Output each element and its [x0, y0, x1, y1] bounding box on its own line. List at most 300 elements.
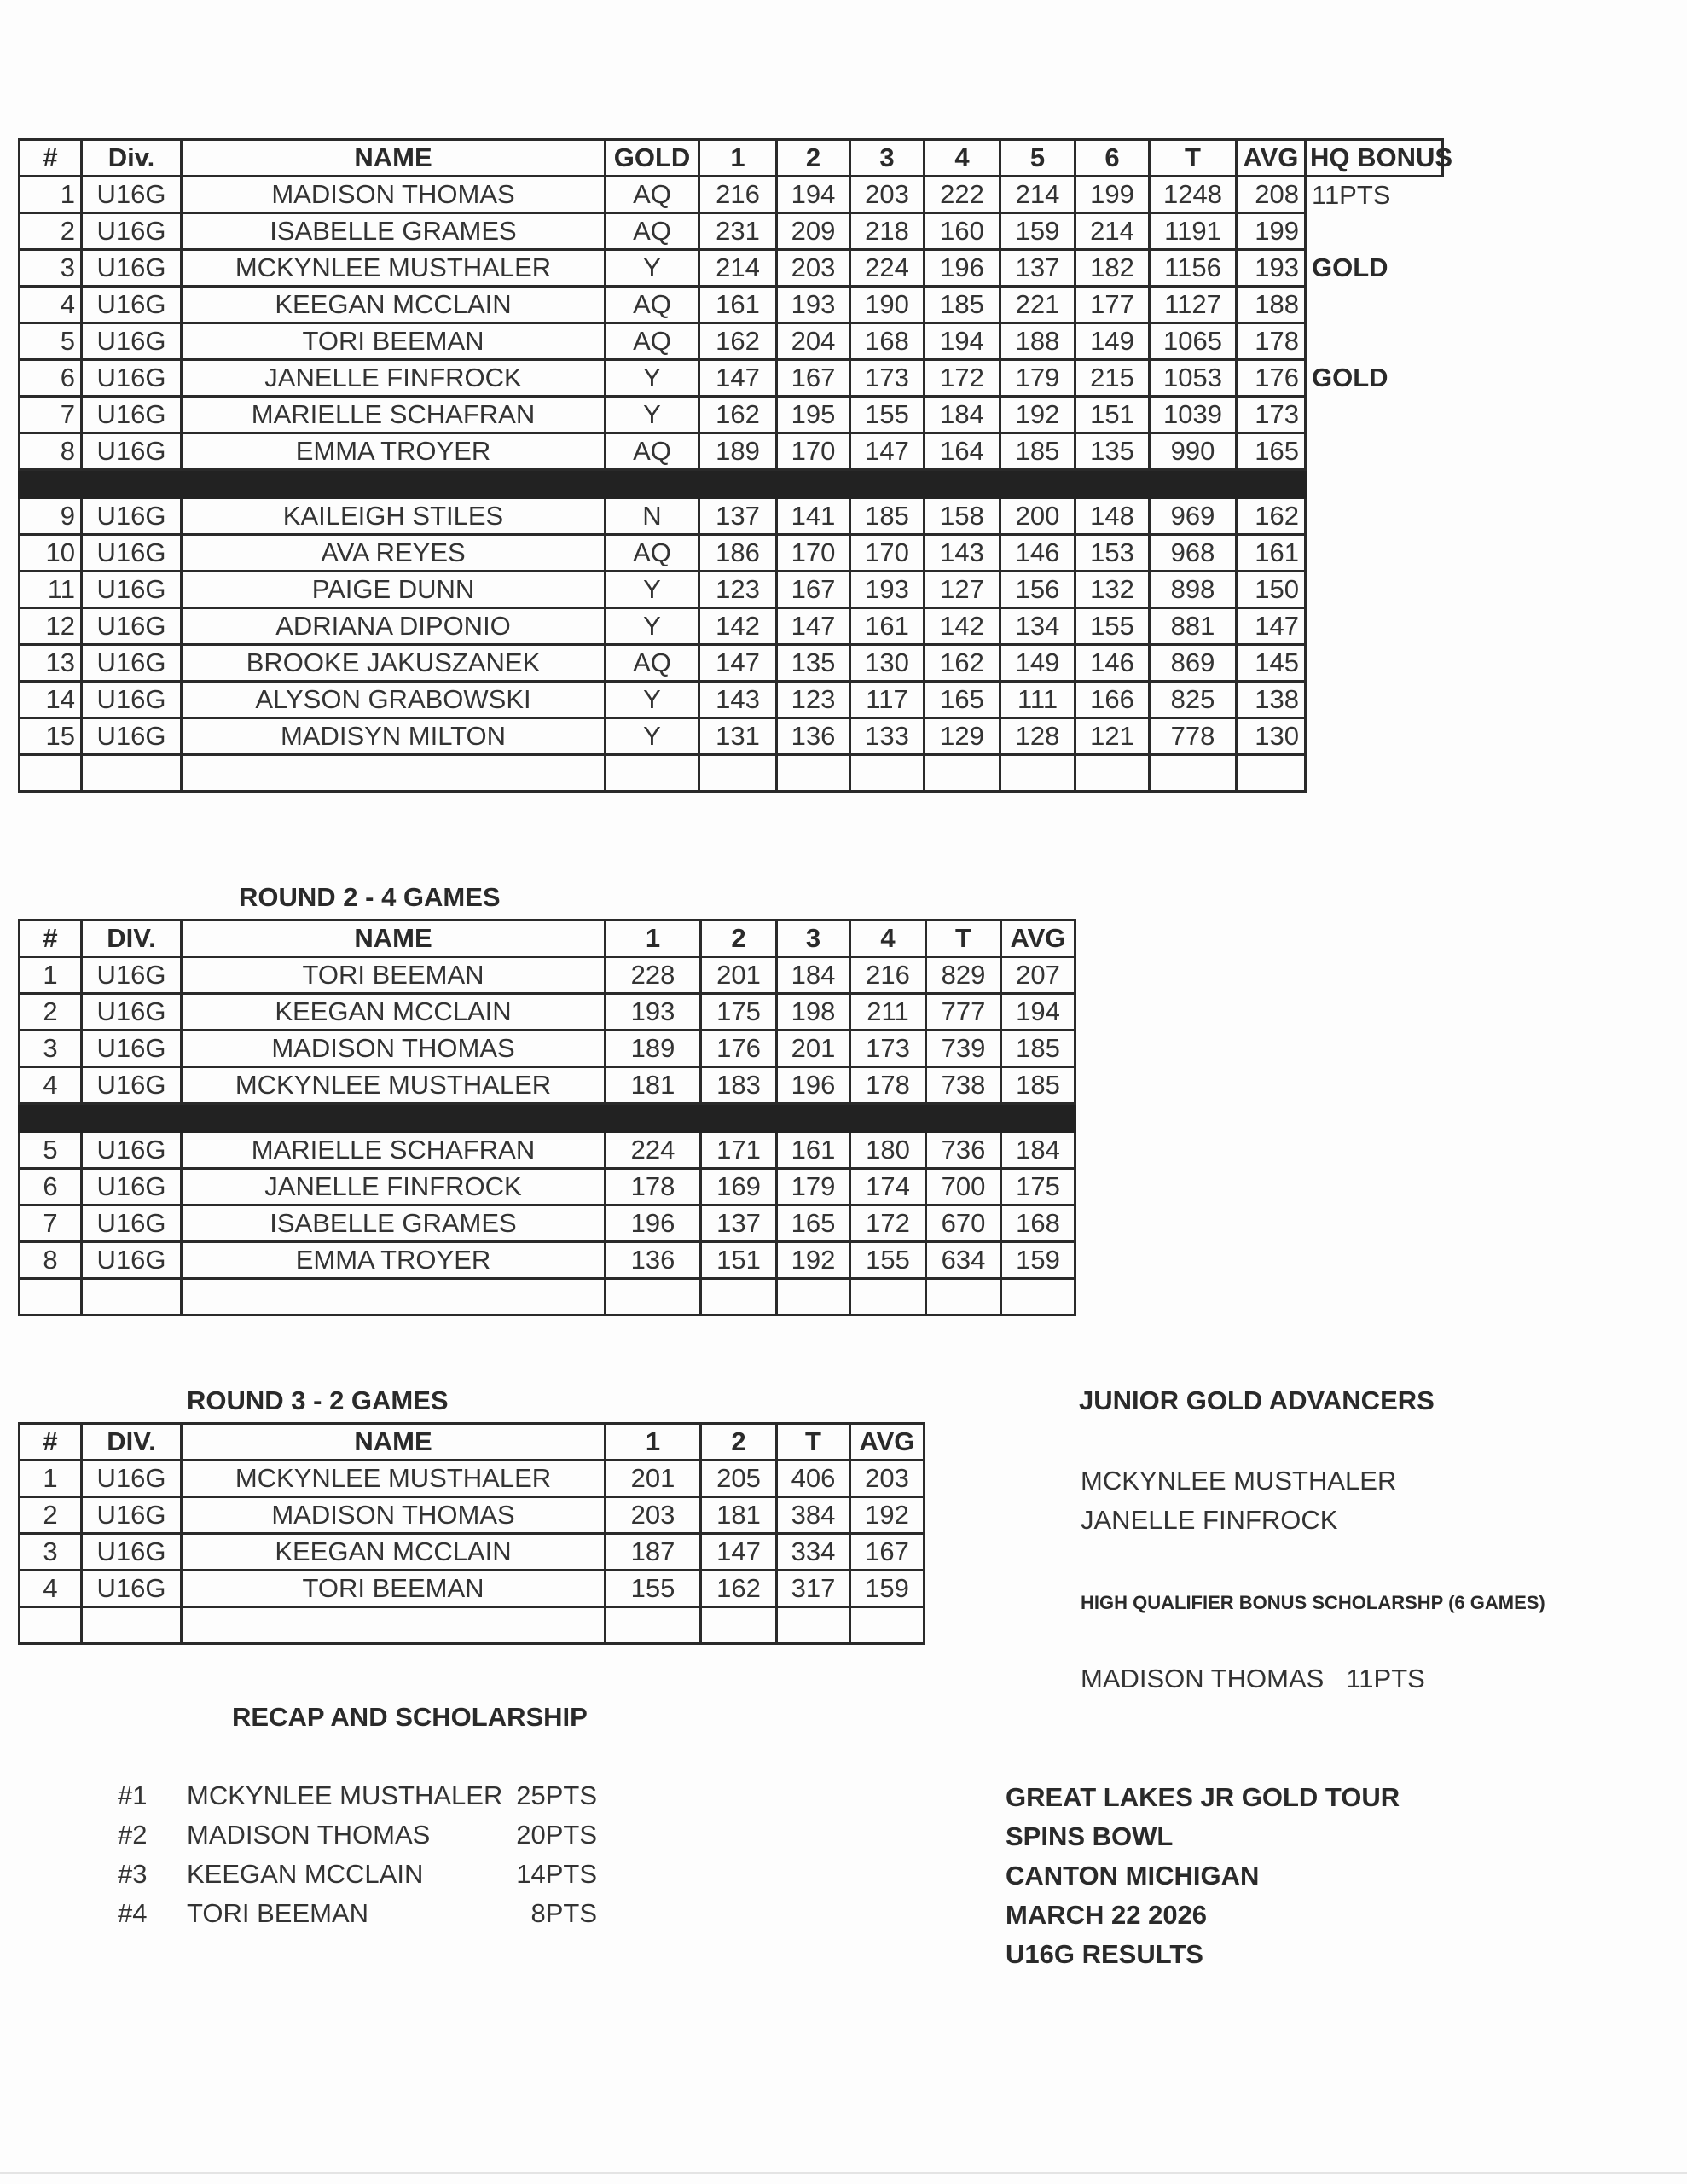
col-rank: #	[20, 1424, 82, 1461]
table-row	[20, 1067, 1075, 1104]
avg-cell: 159	[1001, 1242, 1075, 1279]
table-row	[20, 682, 1443, 718]
hq-bonus-cell: 11PTS	[1312, 179, 1391, 210]
game2-cell: 171	[701, 1132, 777, 1169]
div-cell: U16G	[82, 1571, 182, 1607]
table-row	[20, 1169, 1075, 1205]
game2-cell: 170	[777, 433, 850, 470]
col-div: DIV.	[82, 921, 182, 957]
recap-points: 25PTS	[516, 1780, 597, 1810]
game3-cell: 185	[850, 498, 925, 535]
game6-cell: 146	[1075, 645, 1150, 682]
gold-status-cell: Y	[606, 718, 699, 755]
game4-cell: 180	[850, 1132, 926, 1169]
gold-status-cell: N	[606, 498, 699, 535]
event-division: U16G RESULTS	[1006, 1939, 1203, 1969]
game1-cell: 231	[699, 213, 777, 250]
col-div: Div.	[82, 140, 182, 177]
total-cell: 777	[926, 994, 1001, 1031]
blank-row	[20, 755, 1443, 792]
rank-cell: 8	[20, 433, 82, 470]
recap-item	[0, 1780, 614, 1815]
div-cell: U16G	[82, 1497, 182, 1534]
rank-cell: 6	[20, 360, 82, 397]
avg-cell: 138	[1237, 682, 1306, 718]
game6-cell: 151	[1075, 397, 1150, 433]
rank-cell: 2	[20, 1497, 82, 1534]
rank-cell: 1	[20, 957, 82, 994]
div-cell: U16G	[82, 498, 182, 535]
total-cell: 898	[1150, 572, 1237, 608]
game1-cell: 162	[699, 323, 777, 360]
total-cell: 1191	[1150, 213, 1237, 250]
total-cell: 739	[926, 1031, 1001, 1067]
gold-status-cell: AQ	[606, 287, 699, 323]
col-total: T	[1150, 140, 1237, 177]
div-cell: U16G	[82, 608, 182, 645]
game2-cell: 201	[701, 957, 777, 994]
game1-cell: 196	[606, 1205, 701, 1242]
round1-table	[18, 138, 1453, 793]
game1-cell: 187	[606, 1534, 701, 1571]
game3-cell: 147	[850, 433, 925, 470]
avg-cell: 168	[1001, 1205, 1075, 1242]
game3-cell: 198	[777, 994, 850, 1031]
gold-status-cell: Y	[606, 360, 699, 397]
avg-cell: 178	[1237, 323, 1306, 360]
avg-cell: 161	[1237, 535, 1306, 572]
name-cell: TORI BEEMAN	[182, 323, 606, 360]
table-row	[20, 572, 1443, 608]
total-cell: 881	[1150, 608, 1237, 645]
name-cell: MARIELLE SCHAFRAN	[182, 397, 606, 433]
game3-cell: 170	[850, 535, 925, 572]
game2-cell: 193	[777, 287, 850, 323]
div-cell: U16G	[82, 1031, 182, 1067]
avg-cell: 165	[1237, 433, 1306, 470]
avg-cell: 130	[1237, 718, 1306, 755]
rank-cell: 15	[20, 718, 82, 755]
name-cell: PAIGE DUNN	[182, 572, 606, 608]
rank-cell: 5	[20, 323, 82, 360]
avg-cell: 188	[1237, 287, 1306, 323]
recap-item	[0, 1820, 614, 1854]
name-cell: KAILEIGH STILES	[182, 498, 606, 535]
game4-cell: 164	[925, 433, 1000, 470]
total-cell: 825	[1150, 682, 1237, 718]
rank-cell: 2	[20, 213, 82, 250]
rank-cell: 7	[20, 397, 82, 433]
div-cell: U16G	[82, 535, 182, 572]
game1-cell: 178	[606, 1169, 701, 1205]
game1-cell: 142	[699, 608, 777, 645]
game6-cell: 166	[1075, 682, 1150, 718]
advancer-name: JANELLE FINFROCK	[1081, 1505, 1338, 1535]
game1-cell: 137	[699, 498, 777, 535]
gold-status-cell: Y	[606, 608, 699, 645]
game4-cell: 196	[925, 250, 1000, 287]
game2-cell: 209	[777, 213, 850, 250]
blank-row	[20, 1607, 925, 1644]
avg-cell: 208	[1237, 177, 1306, 213]
name-cell: MADISYN MILTON	[182, 718, 606, 755]
table-row	[20, 177, 1443, 213]
div-cell: U16G	[82, 1534, 182, 1571]
recap-name: MCKYNLEE MUSTHALER	[187, 1780, 503, 1810]
round3-header-row	[20, 1424, 925, 1461]
avg-cell: 145	[1237, 645, 1306, 682]
game4-cell: 143	[925, 535, 1000, 572]
game6-cell: 177	[1075, 287, 1150, 323]
game6-cell: 135	[1075, 433, 1150, 470]
hq-bonus-name: MADISON THOMAS	[1081, 1664, 1325, 1693]
game2-cell: 137	[701, 1205, 777, 1242]
game5-cell: 200	[1000, 498, 1075, 535]
avg-cell: 175	[1001, 1169, 1075, 1205]
rank-cell: 5	[20, 1132, 82, 1169]
game2-cell: 175	[701, 994, 777, 1031]
game3-cell: 133	[850, 718, 925, 755]
total-cell: 634	[926, 1242, 1001, 1279]
hq-bonus-cell	[1306, 397, 1443, 433]
gold-status-cell: AQ	[606, 177, 699, 213]
game5-cell: 134	[1000, 608, 1075, 645]
total-cell: 406	[777, 1461, 850, 1497]
div-cell: U16G	[82, 957, 182, 994]
col-game3: 3	[850, 140, 925, 177]
game1-cell: 214	[699, 250, 777, 287]
game1-cell: 147	[699, 360, 777, 397]
div-cell: U16G	[82, 1205, 182, 1242]
round1-header-row	[20, 140, 1443, 177]
round2-header-row	[20, 921, 1075, 957]
name-cell: TORI BEEMAN	[182, 957, 606, 994]
game2-cell: 147	[701, 1534, 777, 1571]
total-cell: 968	[1150, 535, 1237, 572]
div-cell: U16G	[82, 1132, 182, 1169]
div-cell: U16G	[82, 1067, 182, 1104]
total-cell: 384	[777, 1497, 850, 1534]
avg-cell: 159	[850, 1571, 925, 1607]
game3-cell: 130	[850, 645, 925, 682]
col-game4: 4	[925, 140, 1000, 177]
table-row	[20, 1242, 1075, 1279]
game3-cell: 173	[850, 360, 925, 397]
game2-cell: 181	[701, 1497, 777, 1534]
table-row	[20, 323, 1443, 360]
rank-cell: 4	[20, 1571, 82, 1607]
table-row	[20, 360, 1443, 397]
game2-cell: 194	[777, 177, 850, 213]
avg-cell: 147	[1237, 608, 1306, 645]
rank-cell: 9	[20, 498, 82, 535]
game2-cell: 141	[777, 498, 850, 535]
game2-cell: 195	[777, 397, 850, 433]
name-cell: BROOKE JAKUSZANEK	[182, 645, 606, 682]
game5-cell: 146	[1000, 535, 1075, 572]
game1-cell: 189	[699, 433, 777, 470]
table-row	[20, 608, 1443, 645]
game1-cell: 203	[606, 1497, 701, 1534]
total-cell: 778	[1150, 718, 1237, 755]
gold-status-cell: Y	[606, 682, 699, 718]
table-row	[20, 957, 1075, 994]
game3-cell: 168	[850, 323, 925, 360]
col-hq-bonus: HQ BONUS	[1306, 140, 1443, 177]
game1-cell: 161	[699, 287, 777, 323]
game3-cell: 165	[777, 1205, 850, 1242]
rank-cell: 3	[20, 1031, 82, 1067]
game6-cell: 153	[1075, 535, 1150, 572]
event-tour: GREAT LAKES JR GOLD TOUR	[1006, 1782, 1400, 1812]
game3-cell: 155	[850, 397, 925, 433]
div-cell: U16G	[82, 250, 182, 287]
game6-cell: 132	[1075, 572, 1150, 608]
col-game3: 3	[777, 921, 850, 957]
recap-name: TORI BEEMAN	[187, 1898, 369, 1928]
game3-cell: 190	[850, 287, 925, 323]
game1-cell: 228	[606, 957, 701, 994]
game2-cell: 136	[777, 718, 850, 755]
table-row	[20, 498, 1443, 535]
name-cell: ADRIANA DIPONIO	[182, 608, 606, 645]
name-cell: MCKYNLEE MUSTHALER	[182, 1461, 606, 1497]
total-cell: 700	[926, 1169, 1001, 1205]
game5-cell: 214	[1000, 177, 1075, 213]
name-cell: ISABELLE GRAMES	[182, 1205, 606, 1242]
gold-status-cell: AQ	[606, 323, 699, 360]
div-cell: U16G	[82, 1242, 182, 1279]
game4-cell: 127	[925, 572, 1000, 608]
div-cell: U16G	[82, 1461, 182, 1497]
div-cell: U16G	[82, 718, 182, 755]
name-cell: JANELLE FINFROCK	[182, 360, 606, 397]
game1-cell: 123	[699, 572, 777, 608]
avg-cell: 167	[850, 1534, 925, 1571]
name-cell: ISABELLE GRAMES	[182, 213, 606, 250]
recap-place: #4	[118, 1898, 148, 1928]
col-avg: AVG	[1001, 921, 1075, 957]
game4-cell: 184	[925, 397, 1000, 433]
total-cell: 1248	[1150, 177, 1237, 213]
game2-cell: 135	[777, 645, 850, 682]
game4-cell: 158	[925, 498, 1000, 535]
game3-cell: 161	[777, 1132, 850, 1169]
game6-cell: 215	[1075, 360, 1150, 397]
game3-cell: 193	[850, 572, 925, 608]
game1-cell: 155	[606, 1571, 701, 1607]
game6-cell: 155	[1075, 608, 1150, 645]
game3-cell: 179	[777, 1169, 850, 1205]
div-cell: U16G	[82, 433, 182, 470]
avg-cell: 176	[1237, 360, 1306, 397]
col-game2: 2	[701, 921, 777, 957]
recap-title: RECAP AND SCHOLARSHIP	[232, 1702, 588, 1732]
game2-cell: 204	[777, 323, 850, 360]
game6-cell: 149	[1075, 323, 1150, 360]
game4-cell: 216	[850, 957, 926, 994]
rank-cell: 2	[20, 994, 82, 1031]
table-row	[20, 397, 1443, 433]
gold-status-cell: Y	[606, 572, 699, 608]
table-row	[20, 1132, 1075, 1169]
col-name: NAME	[182, 1424, 606, 1461]
cut-line-bar	[20, 470, 1443, 498]
col-rank: #	[20, 140, 82, 177]
gold-status-cell: AQ	[606, 535, 699, 572]
avg-cell: 185	[1001, 1067, 1075, 1104]
table-row	[20, 250, 1443, 287]
game4-cell: 165	[925, 682, 1000, 718]
game1-cell: 162	[699, 397, 777, 433]
name-cell: MARIELLE SCHAFRAN	[182, 1132, 606, 1169]
total-cell: 1156	[1150, 250, 1237, 287]
col-total: T	[926, 921, 1001, 957]
rank-cell: 6	[20, 1169, 82, 1205]
hq-bonus-cell: GOLD	[1312, 363, 1388, 392]
game1-cell: 131	[699, 718, 777, 755]
gold-status-cell: AQ	[606, 645, 699, 682]
col-div: DIV.	[82, 1424, 182, 1461]
div-cell: U16G	[82, 397, 182, 433]
col-avg: AVG	[850, 1424, 925, 1461]
total-cell: 1039	[1150, 397, 1237, 433]
rank-cell: 8	[20, 1242, 82, 1279]
name-cell: ALYSON GRABOWSKI	[182, 682, 606, 718]
avg-cell: 173	[1237, 397, 1306, 433]
col-total: T	[777, 1424, 850, 1461]
name-cell: KEEGAN MCCLAIN	[182, 994, 606, 1031]
hq-bonus-cell	[1306, 323, 1443, 360]
avg-cell: 193	[1237, 250, 1306, 287]
div-cell: U16G	[82, 213, 182, 250]
game5-cell: 128	[1000, 718, 1075, 755]
name-cell: EMMA TROYER	[182, 433, 606, 470]
table-row	[20, 1497, 925, 1534]
hq-bonus-cell	[1306, 213, 1443, 250]
avg-cell: 162	[1237, 498, 1306, 535]
game4-cell: 222	[925, 177, 1000, 213]
game3-cell: 192	[777, 1242, 850, 1279]
table-row	[20, 994, 1075, 1031]
game5-cell: 149	[1000, 645, 1075, 682]
game1-cell: 224	[606, 1132, 701, 1169]
col-game5: 5	[1000, 140, 1075, 177]
hq-bonus-cell	[1306, 433, 1443, 470]
event-date: MARCH 22 2026	[1006, 1900, 1208, 1930]
game4-cell: 172	[850, 1205, 926, 1242]
col-rank: #	[20, 921, 82, 957]
table-row	[20, 1205, 1075, 1242]
avg-cell: 150	[1237, 572, 1306, 608]
avg-cell: 207	[1001, 957, 1075, 994]
game5-cell: 111	[1000, 682, 1075, 718]
div-cell: U16G	[82, 287, 182, 323]
gold-status-cell: Y	[606, 397, 699, 433]
table-row	[20, 1031, 1075, 1067]
game2-cell: 123	[777, 682, 850, 718]
event-venue: SPINS BOWL	[1006, 1821, 1174, 1851]
total-cell: 1065	[1150, 323, 1237, 360]
table-row	[20, 1534, 925, 1571]
name-cell: AVA REYES	[182, 535, 606, 572]
name-cell: MADISON THOMAS	[182, 1497, 606, 1534]
game4-cell: 178	[850, 1067, 926, 1104]
game2-cell: 147	[777, 608, 850, 645]
game6-cell: 214	[1075, 213, 1150, 250]
div-cell: U16G	[82, 572, 182, 608]
game4-cell: 194	[925, 323, 1000, 360]
game6-cell: 182	[1075, 250, 1150, 287]
rank-cell: 4	[20, 287, 82, 323]
hq-bonus-winner	[1081, 1664, 1425, 1694]
rank-cell: 10	[20, 535, 82, 572]
game4-cell: 160	[925, 213, 1000, 250]
rank-cell: 14	[20, 682, 82, 718]
game5-cell: 137	[1000, 250, 1075, 287]
round3-title: ROUND 3 - 2 GAMES	[187, 1385, 449, 1415]
game5-cell: 188	[1000, 323, 1075, 360]
game4-cell: 162	[925, 645, 1000, 682]
game1-cell: 147	[699, 645, 777, 682]
avg-cell: 203	[850, 1461, 925, 1497]
round2-title: ROUND 2 - 4 GAMES	[239, 882, 501, 912]
name-cell: KEEGAN MCCLAIN	[182, 1534, 606, 1571]
table-row	[20, 718, 1443, 755]
name-cell: KEEGAN MCCLAIN	[182, 287, 606, 323]
game5-cell: 159	[1000, 213, 1075, 250]
col-gold: GOLD	[606, 140, 699, 177]
recap-place: #2	[118, 1820, 148, 1850]
col-game6: 6	[1075, 140, 1150, 177]
table-row	[20, 433, 1443, 470]
advancer-name: MCKYNLEE MUSTHALER	[1081, 1466, 1397, 1496]
advancers-title: JUNIOR GOLD ADVANCERS	[1079, 1385, 1435, 1415]
game4-cell: 155	[850, 1242, 926, 1279]
page-edge-line	[0, 2172, 1687, 2174]
game5-cell: 192	[1000, 397, 1075, 433]
hq-bonus-title: HIGH QUALIFIER BONUS SCHOLARSHP (6 GAMES)	[1081, 1592, 1545, 1613]
game2-cell: 176	[701, 1031, 777, 1067]
game4-cell: 142	[925, 608, 1000, 645]
table-row	[20, 535, 1443, 572]
recap-place: #1	[118, 1780, 148, 1810]
name-cell: MADISON THOMAS	[182, 1031, 606, 1067]
div-cell: U16G	[82, 177, 182, 213]
game4-cell: 174	[850, 1169, 926, 1205]
game3-cell: 203	[850, 177, 925, 213]
total-cell: 670	[926, 1205, 1001, 1242]
game1-cell: 193	[606, 994, 701, 1031]
game4-cell: 129	[925, 718, 1000, 755]
recap-name: MADISON THOMAS	[187, 1820, 431, 1850]
game6-cell: 148	[1075, 498, 1150, 535]
col-game1: 1	[606, 1424, 701, 1461]
avg-cell: 192	[850, 1497, 925, 1534]
recap-points: 8PTS	[530, 1898, 597, 1928]
name-cell: MCKYNLEE MUSTHALER	[182, 1067, 606, 1104]
game1-cell: 201	[606, 1461, 701, 1497]
name-cell: TORI BEEMAN	[182, 1571, 606, 1607]
game2-cell: 169	[701, 1169, 777, 1205]
rank-cell: 13	[20, 645, 82, 682]
total-cell: 829	[926, 957, 1001, 994]
div-cell: U16G	[82, 1169, 182, 1205]
game2-cell: 151	[701, 1242, 777, 1279]
game2-cell: 203	[777, 250, 850, 287]
div-cell: U16G	[82, 645, 182, 682]
gold-status-cell: AQ	[606, 213, 699, 250]
